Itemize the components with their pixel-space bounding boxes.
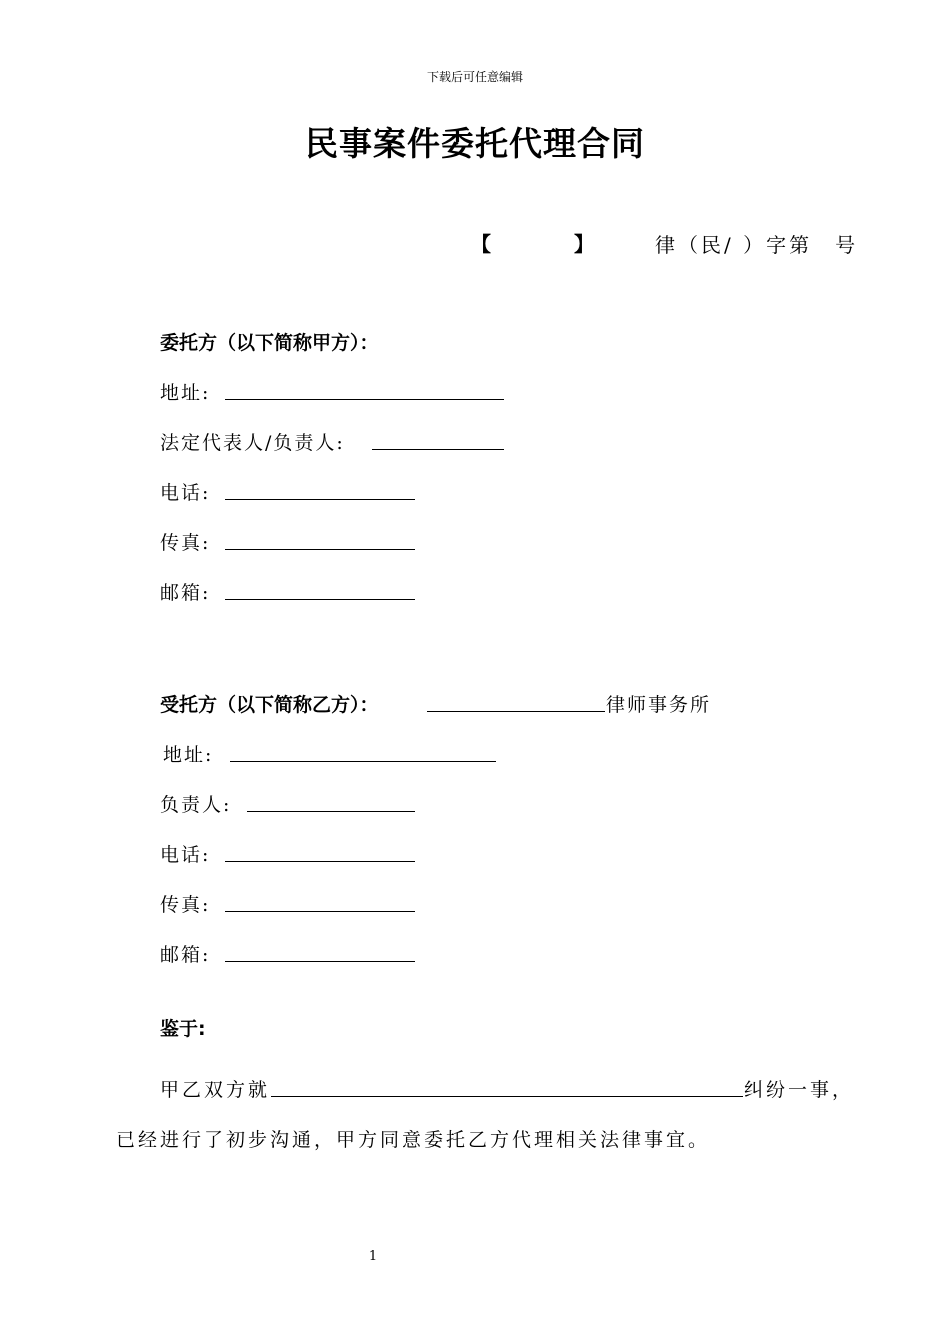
doc-number-left-bracket: 【 xyxy=(471,232,491,256)
party-b-phone-label: 电话: xyxy=(160,844,211,866)
party-b-address-blank[interactable] xyxy=(230,761,496,762)
party-a-phone-label: 电话: xyxy=(160,482,211,504)
party-a-legal-rep-blank[interactable] xyxy=(372,449,504,450)
header-note: 下载后可任意编辑 xyxy=(426,70,523,84)
party-a-heading: 委托方（以下简称甲方）： xyxy=(160,332,379,354)
dispute-matter-blank[interactable] xyxy=(271,1096,743,1097)
party-b-fax-label: 传真: xyxy=(160,894,211,916)
party-a-fax-blank[interactable] xyxy=(225,549,415,550)
party-b-person-blank[interactable] xyxy=(247,811,415,812)
doc-number-suffix: 律（民/ ）字第 号 xyxy=(655,233,859,257)
party-a-email-label: 邮箱: xyxy=(160,582,211,604)
party-a-address-blank[interactable] xyxy=(225,399,504,400)
whereas-line1-suffix: 纠纷一事， xyxy=(744,1079,855,1101)
party-b-fax-blank[interactable] xyxy=(225,911,415,912)
party-b-person-label: 负责人: xyxy=(160,794,232,816)
party-b-email-label: 邮箱: xyxy=(160,944,211,966)
whereas-heading: 鉴于: xyxy=(160,1018,206,1040)
doc-number-right-bracket: 】 xyxy=(574,232,594,256)
party-b-phone-blank[interactable] xyxy=(225,861,415,862)
party-b-firm-blank[interactable] xyxy=(427,711,605,712)
party-b-firm-suffix: 律师事务所 xyxy=(606,694,712,716)
party-b-address-label: 地址: xyxy=(163,744,214,766)
party-b-heading: 受托方（以下简称乙方）： xyxy=(160,694,379,716)
party-a-legal-rep-label: 法定代表人/负责人: xyxy=(160,432,345,454)
party-a-email-blank[interactable] xyxy=(225,599,415,600)
document-title: 民事案件委托代理合同 xyxy=(305,124,645,163)
party-b-email-blank[interactable] xyxy=(225,961,415,962)
page-number: 1 xyxy=(368,1249,378,1264)
whereas-line2: 已经进行了初步沟通，甲方同意委托乙方代理相关法律事宜。 xyxy=(116,1129,711,1151)
party-a-address-label: 地址: xyxy=(160,382,211,404)
whereas-line1-prefix: 甲乙双方就 xyxy=(160,1079,271,1101)
party-a-phone-blank[interactable] xyxy=(225,499,415,500)
party-a-fax-label: 传真: xyxy=(160,532,211,554)
